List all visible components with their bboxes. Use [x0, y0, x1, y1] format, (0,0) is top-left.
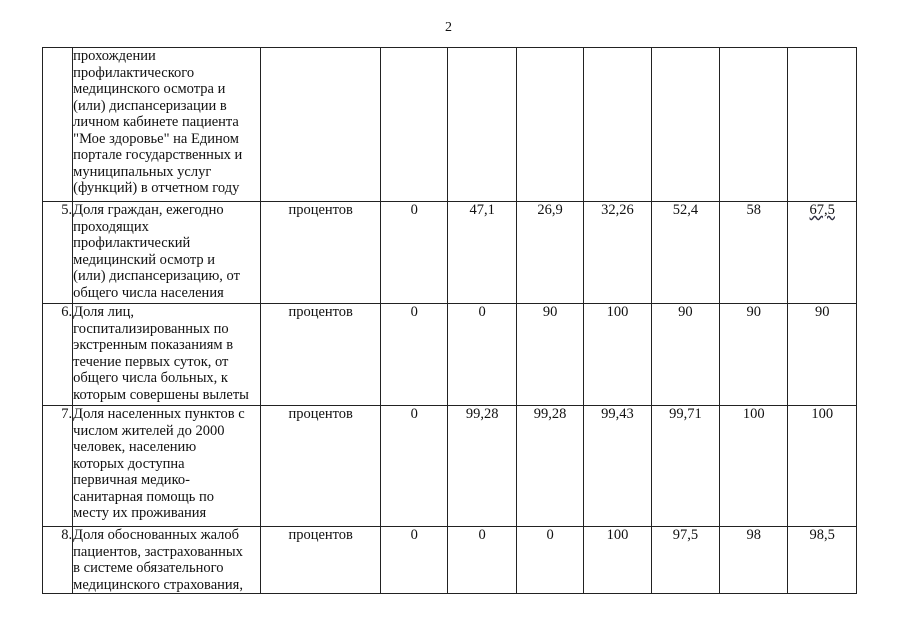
indicator-name-line: месту их проживания	[73, 505, 207, 521]
row-number: 8.	[43, 527, 73, 594]
indicator-name-line: профилактический	[73, 235, 191, 251]
value-cell	[381, 202, 448, 304]
value-cell	[516, 48, 583, 202]
value-cell	[720, 48, 788, 202]
indicator-name-line: медицинского осмотра и	[73, 81, 226, 97]
table-row	[43, 304, 857, 406]
unit-cell: процентов	[261, 202, 381, 304]
value-cell	[651, 527, 719, 594]
value-cell	[584, 304, 651, 406]
indicator-name-line: первичная медико-	[73, 472, 190, 488]
indicator-name	[73, 304, 261, 406]
value-cell	[381, 48, 448, 202]
indicator-name-line: пациентов, застрахованных	[73, 543, 243, 560]
value-cell	[651, 48, 719, 202]
row-number: 5.	[43, 202, 73, 304]
indicator-name	[73, 202, 261, 304]
unit-cell	[261, 48, 381, 202]
value-cell	[651, 304, 719, 406]
indicator-name-line: общего числа населения	[73, 284, 224, 301]
indicator-name-line: медицинского страхования,	[73, 576, 243, 593]
value-cell	[788, 48, 857, 202]
value-text: 99,28	[465, 406, 499, 422]
indicator-name-line: Доля населенных пунктов с	[73, 406, 245, 422]
value-cell	[788, 406, 857, 527]
indicator-name	[73, 527, 261, 594]
indicator-name-line: портале государственных и	[73, 147, 243, 163]
indicator-name-line: профилактического	[73, 64, 195, 81]
value-cell	[584, 527, 651, 594]
value-text: 98	[746, 527, 762, 543]
value-cell	[381, 406, 448, 527]
table-row	[43, 527, 857, 594]
indicator-name-line: числом жителей до 2000	[73, 422, 225, 439]
table-row	[43, 202, 857, 304]
value-cell	[720, 304, 788, 406]
value-text: 0	[410, 406, 418, 422]
value-text: 0	[478, 527, 486, 543]
value-text: 52,4	[672, 202, 699, 218]
indicator-name-line: санитарная помощь по	[73, 488, 215, 505]
value-cell	[651, 406, 719, 527]
value-text: 32,26	[601, 202, 634, 218]
value-text: 98,5	[809, 527, 835, 543]
indicator-name-line: медицинский осмотр и	[73, 251, 216, 268]
value-text: 99,28	[533, 406, 567, 422]
value-cell	[448, 48, 516, 202]
indicator-name-line: "Мое здоровье" на Едином	[73, 130, 239, 147]
value-cell	[448, 406, 516, 527]
page-number: 2	[445, 20, 452, 35]
value-text: 26,9	[537, 202, 563, 218]
value-text: 99,43	[601, 406, 634, 422]
indicator-name-line: Доля граждан, ежегодно	[73, 202, 224, 218]
value-cell	[788, 304, 857, 406]
row-number: 7.	[43, 406, 73, 527]
value-text: 90	[678, 304, 693, 320]
indicator-name-line: (функций) в отчетном году	[73, 180, 240, 196]
value-cell	[720, 202, 788, 304]
value-cell	[516, 527, 583, 594]
indicator-name	[73, 406, 261, 527]
indicator-name-line: Доля лиц,	[73, 304, 135, 320]
value-cell	[448, 304, 516, 406]
value-cell	[516, 202, 583, 304]
indicator-name-line: течение первых суток, от	[73, 353, 229, 370]
value-text: 0	[410, 304, 418, 320]
indicator-name-line: муниципальных услуг	[73, 163, 212, 180]
value-cell	[516, 406, 583, 527]
indicator-name-line: которых доступна	[73, 455, 185, 472]
value-text: 0	[478, 304, 486, 320]
value-cell	[516, 304, 583, 406]
indicator-name-line: которым совершены вылеты	[73, 386, 249, 403]
unit-cell: процентов	[261, 304, 381, 406]
indicator-name-line: (или) диспансеризацию, от	[73, 268, 240, 284]
value-cell	[448, 202, 516, 304]
value-cell	[720, 527, 788, 594]
indicators-table	[42, 47, 857, 594]
value-cell	[381, 304, 448, 406]
unit-cell: процентов	[261, 406, 381, 527]
value-cell	[720, 406, 788, 527]
value-cell	[584, 202, 651, 304]
value-text: 47,1	[469, 202, 495, 218]
table-row	[43, 406, 857, 527]
value-cell	[448, 527, 516, 594]
value-text: 90	[814, 304, 830, 320]
value-cell	[584, 48, 651, 202]
indicator-name-line: человек, населению	[73, 439, 197, 455]
row-number: 6.	[43, 304, 73, 406]
indicator-name-line: экстренным показаниям в	[73, 337, 234, 353]
value-text: 100	[606, 527, 629, 543]
indicator-name-line: прохождении	[73, 48, 156, 64]
value-text: 100	[606, 304, 629, 320]
value-text: 0	[410, 202, 418, 218]
indicator-name-line: проходящих	[73, 218, 149, 235]
indicator-name-line: в системе обязательного	[73, 560, 224, 576]
indicator-name-line: Доля обоснованных жалоб	[73, 527, 240, 543]
value-cell	[381, 527, 448, 594]
value-cell	[788, 202, 857, 304]
value-text: 100	[811, 406, 834, 422]
indicator-name-line: общего числа больных, к	[73, 370, 228, 386]
indicator-name-line: госпитализированных по	[73, 320, 229, 337]
indicator-name	[73, 48, 261, 202]
value-cell	[584, 406, 651, 527]
value-text: 67,5	[809, 202, 835, 218]
value-text: 58	[746, 202, 762, 218]
value-text: 90	[746, 304, 762, 320]
value-text: 0	[410, 527, 418, 543]
value-text: 99,71	[669, 406, 702, 422]
value-text: 90	[542, 304, 558, 320]
value-text: 0	[546, 527, 554, 543]
unit-cell: процентов	[261, 527, 381, 594]
value-text: 97,5	[672, 527, 699, 543]
value-cell	[651, 202, 719, 304]
indicator-name-line: личном кабинете пациента	[73, 114, 239, 130]
value-text: 100	[742, 406, 765, 422]
value-cell	[788, 527, 857, 594]
table-row	[43, 48, 857, 202]
row-number	[43, 48, 73, 202]
indicator-name-line: (или) диспансеризации в	[73, 97, 227, 114]
